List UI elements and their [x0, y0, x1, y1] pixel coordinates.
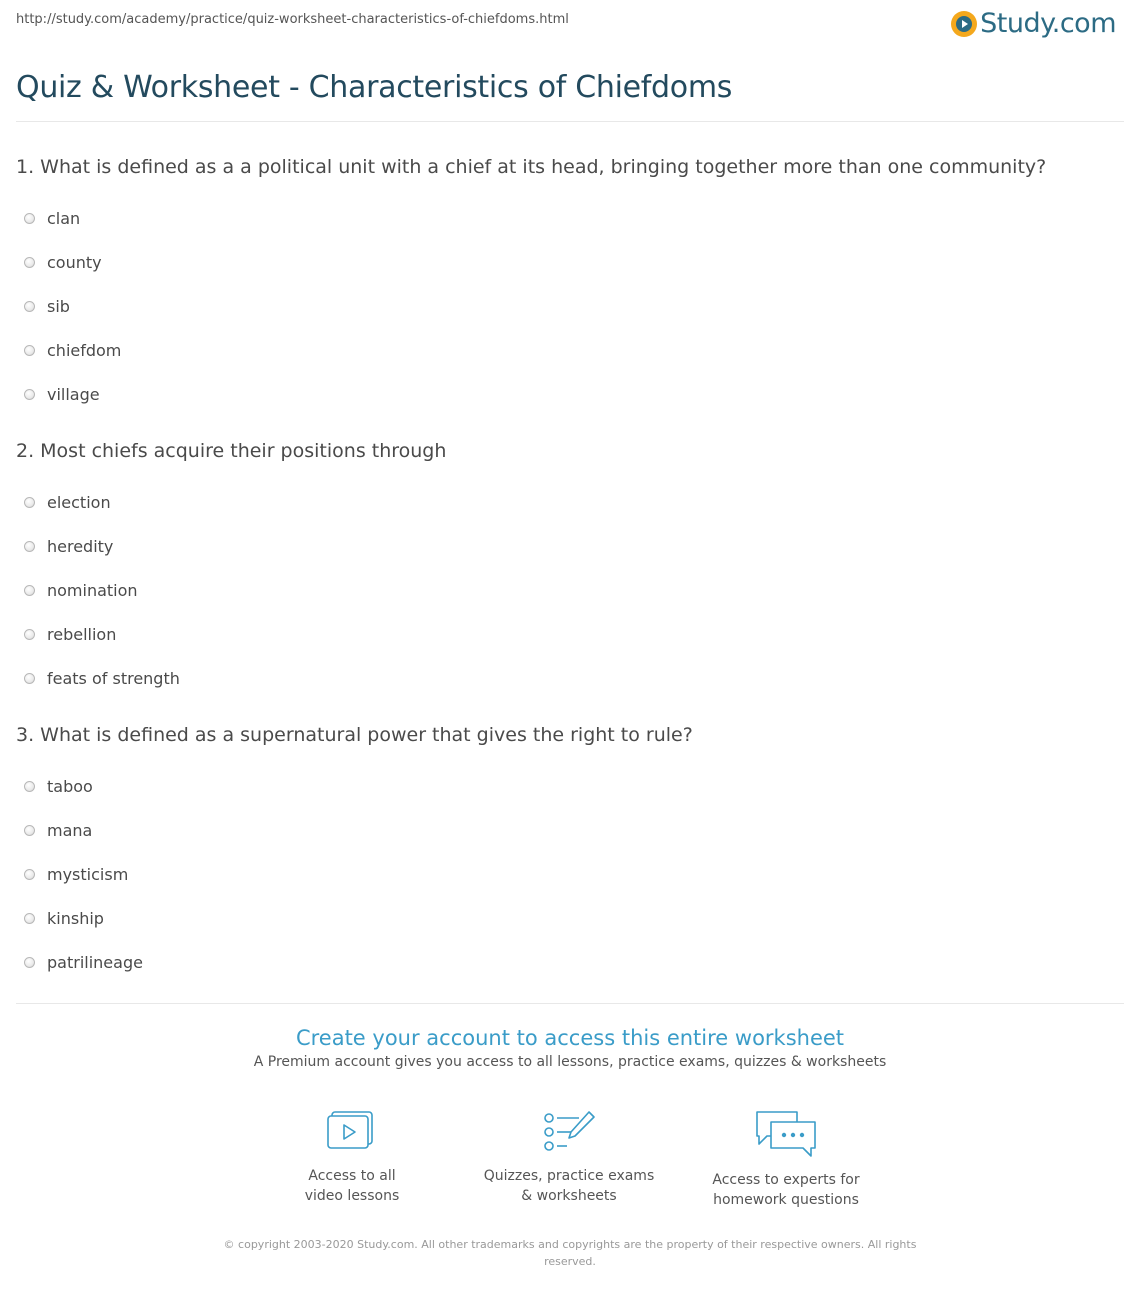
radio-button[interactable]	[24, 257, 35, 268]
question-text: 3. What is defined as a supernatural power that gives the right to rule?	[16, 724, 693, 746]
answer-label: nomination	[47, 580, 138, 600]
divider	[16, 121, 1124, 122]
feature-label	[252, 1166, 452, 1206]
feature-video-lessons	[252, 1108, 452, 1206]
question-text: 1. What is defined as a a political unit with a chief at its head, bringing together more than one community?	[16, 156, 1047, 178]
logo-text: Study.com	[980, 8, 1116, 39]
answer-option[interactable]	[16, 896, 1124, 940]
top-bar	[0, 0, 1140, 50]
answer-label: kinship	[47, 908, 104, 928]
answer-label: mysticism	[47, 864, 129, 884]
video-lesson-icon	[324, 1108, 380, 1156]
feature-label	[469, 1166, 669, 1206]
answer-option[interactable]	[16, 764, 1124, 808]
chat-bubbles-icon	[753, 1108, 819, 1160]
answer-option[interactable]	[16, 808, 1124, 852]
feature-line: Access to all	[308, 1168, 396, 1184]
radio-button[interactable]	[24, 541, 35, 552]
radio-button[interactable]	[24, 301, 35, 312]
answer-option[interactable]	[16, 328, 1124, 372]
question-text: 2. Most chiefs acquire their positions through	[16, 440, 447, 462]
answer-option[interactable]	[16, 524, 1124, 568]
answer-label: patrilineage	[47, 952, 143, 972]
study-logo[interactable]	[951, 8, 1116, 39]
radio-button[interactable]	[24, 781, 35, 792]
answer-label: county	[47, 252, 102, 272]
radio-button[interactable]	[24, 389, 35, 400]
page-title: Quiz & Worksheet - Characteristics of Chiefdoms	[16, 70, 733, 105]
feature-line: homework questions	[713, 1192, 859, 1208]
answer-label: heredity	[47, 536, 114, 556]
answer-label: village	[47, 384, 100, 404]
answer-option[interactable]	[16, 568, 1124, 612]
answer-list	[16, 196, 1124, 416]
radio-button[interactable]	[24, 869, 35, 880]
radio-button[interactable]	[24, 957, 35, 968]
answer-option[interactable]	[16, 612, 1124, 656]
answer-label: chiefdom	[47, 340, 122, 360]
feature-line: Quizzes, practice exams	[483, 1168, 655, 1184]
answer-label: sib	[47, 296, 70, 316]
answer-option[interactable]	[16, 656, 1124, 700]
answer-option[interactable]	[16, 196, 1124, 240]
create-account-link[interactable]: Create your account to access this entire worksheet	[295, 1026, 845, 1050]
question-2	[16, 436, 1124, 700]
radio-button[interactable]	[24, 673, 35, 684]
answer-label: mana	[47, 820, 93, 840]
answer-label: rebellion	[47, 624, 117, 644]
feature-line: & worksheets	[521, 1188, 617, 1204]
feature-line: Access to experts for	[712, 1172, 860, 1188]
signup-cta	[0, 1026, 1140, 1070]
answer-option[interactable]	[16, 284, 1124, 328]
cta-subtitle: A Premium account gives you access to all lessons, practice exams, quizzes & worksheets	[253, 1054, 887, 1070]
play-logo-icon	[951, 11, 977, 37]
answer-label: feats of strength	[47, 668, 180, 688]
answer-list	[16, 480, 1124, 700]
feature-quizzes	[469, 1108, 669, 1206]
answer-option[interactable]	[16, 372, 1124, 416]
radio-button[interactable]	[24, 345, 35, 356]
answer-label: taboo	[47, 776, 93, 796]
quiz-checklist-icon	[541, 1108, 597, 1156]
page-url: http://study.com/academy/practice/quiz-worksheet-characteristics-of-chiefdoms.html	[16, 12, 569, 27]
radio-button[interactable]	[24, 213, 35, 224]
answer-list	[16, 764, 1124, 984]
radio-button[interactable]	[24, 629, 35, 640]
radio-button[interactable]	[24, 497, 35, 508]
radio-button[interactable]	[24, 913, 35, 924]
question-3	[16, 720, 1124, 984]
question-1	[16, 152, 1124, 416]
answer-label: election	[47, 492, 111, 512]
feature-experts	[686, 1108, 886, 1210]
radio-button[interactable]	[24, 585, 35, 596]
divider	[16, 1003, 1124, 1004]
answer-label: clan	[47, 208, 81, 228]
feature-label	[686, 1170, 886, 1210]
feature-line: video lessons	[304, 1188, 400, 1204]
answer-option[interactable]	[16, 852, 1124, 896]
answer-option[interactable]	[16, 240, 1124, 284]
copyright-text: © copyright 2003-2020 Study.com. All other trademarks and copyrights are the property of their respective owners. All rights reserved.	[223, 1238, 917, 1268]
answer-option[interactable]	[16, 940, 1124, 984]
answer-option[interactable]	[16, 480, 1124, 524]
radio-button[interactable]	[24, 825, 35, 836]
